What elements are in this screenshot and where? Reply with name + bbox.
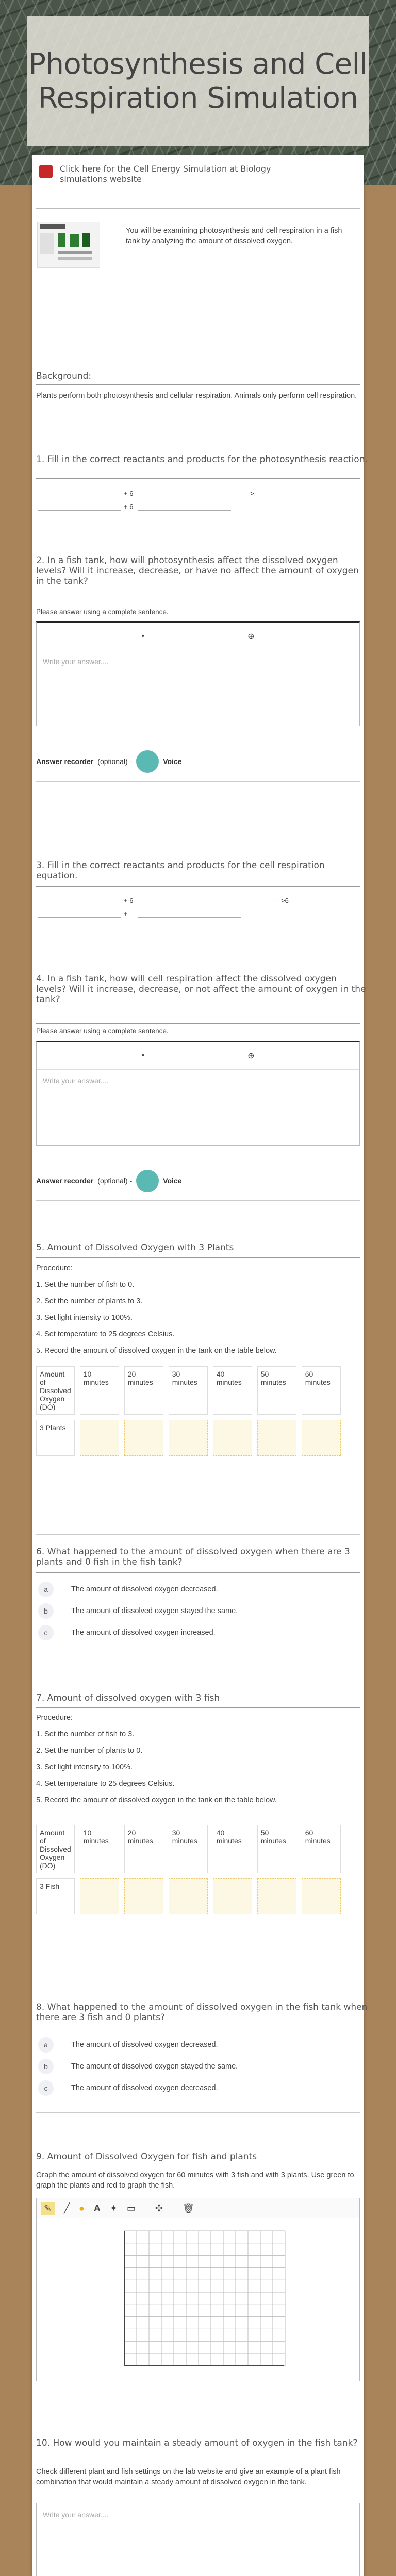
intro-description: You will be examining photosynthesis and cell respiration in a fish tank by analyzing the amount of dissolved oxygen.	[126, 227, 342, 245]
insert-tool-icon[interactable]: ⊕	[248, 632, 255, 641]
answer-cell[interactable]	[124, 1878, 163, 1914]
background-text: Plants perform both photosynthesis and cellular respiration. Animals only perform cell respiration.	[36, 392, 357, 400]
voice-record-button[interactable]	[136, 750, 159, 773]
q10-prompt: 10. How would you maintain a steady amount of oxygen in the fish tank?	[36, 2438, 358, 2448]
column-header: 60 minutes	[302, 1366, 341, 1415]
q7-procedure	[32, 1713, 372, 1805]
text-icon[interactable]: A	[93, 2202, 101, 2213]
q7-data-table	[31, 1820, 363, 1920]
q3-plus-1: + 6	[124, 896, 134, 904]
choice-letter: b	[38, 1603, 54, 1619]
column-header: 30 minutes	[169, 1825, 208, 1873]
choice-letter: c	[38, 2080, 54, 2096]
q2-prompt: 2. In a fish tank, how will photosynthesis affect the dissolved oxygen levels? Will it increase, decrease, or have no affect the amount of oxygen in the tank?	[36, 555, 359, 586]
table-row	[36, 1366, 341, 1415]
procedure-step: 2. Set the number of plants to 0.	[36, 1747, 143, 1755]
recorder-optional: (optional) -	[97, 1177, 133, 1185]
procedure-step: 3. Set light intensity to 100%.	[36, 1314, 133, 1322]
q7-heading: 7. Amount of dissolved oxygen with 3 fish	[36, 1693, 220, 1703]
q3-equation	[38, 895, 353, 926]
procedure-label: Procedure:	[36, 1714, 73, 1722]
column-header: 20 minutes	[124, 1825, 163, 1873]
choice-b[interactable]	[32, 1600, 364, 1622]
q10-instruction: Check different plant and fish settings on the lab website and give an example of a plant fish combination that would maintain a steady amount of dissolved oxygen in the tank.	[36, 2468, 341, 2486]
q2-recorder	[32, 750, 372, 773]
column-header: 40 minutes	[213, 1366, 252, 1415]
q1-plus-1: + 6	[124, 489, 134, 497]
insert-tool-icon[interactable]: ⊕	[248, 1052, 255, 1060]
bullet-tool-icon[interactable]: •	[141, 632, 145, 640]
divider	[36, 1534, 360, 1535]
bullet-tool-icon[interactable]: •	[141, 1051, 145, 1060]
answer-cell[interactable]	[213, 1878, 252, 1914]
procedure-step: 1. Set the number of fish to 0.	[36, 1281, 135, 1289]
row-label: 3 Fish	[36, 1878, 75, 1914]
q3-arrow: --->6	[274, 896, 289, 904]
q10-placeholder[interactable]: Write your answer....	[43, 2511, 109, 2519]
q2-toolbar	[37, 623, 359, 650]
simulation-link[interactable]: Click here for the Cell Energy Simulation at Biology simulations website	[60, 164, 271, 184]
heading-rule	[36, 1257, 360, 1258]
shape-icon[interactable]: ✦	[109, 2202, 118, 2213]
heading-rule	[36, 478, 360, 479]
answer-cell[interactable]	[80, 1878, 119, 1914]
voice-label: Voice	[163, 1177, 182, 1185]
q2-instruction: Please answer using a complete sentence.	[36, 608, 169, 616]
choice-text: The amount of dissolved oxygen stayed the same.	[71, 2062, 238, 2071]
choice-letter: a	[38, 2037, 54, 2053]
answer-cell[interactable]	[169, 1878, 208, 1914]
answer-cell[interactable]	[302, 1420, 341, 1456]
q9-heading: 9. Amount of Dissolved Oxygen for fish and plants	[36, 2151, 257, 2162]
heading-rule	[36, 1023, 360, 1024]
q4-recorder	[32, 1170, 372, 1192]
drawing-canvas[interactable]	[36, 2198, 360, 2381]
q3-prompt: 3. Fill in the correct reactants and products for the cell respiration equation.	[36, 860, 325, 881]
answer-cell[interactable]	[213, 1420, 252, 1456]
q4-toolbar	[37, 1042, 359, 1070]
pencil-icon[interactable]: ✎	[41, 2202, 55, 2215]
procedure-step: 1. Set the number of fish to 3.	[36, 1730, 135, 1738]
choice-text: The amount of dissolved oxygen increased.	[71, 1629, 216, 1637]
choice-letter: a	[38, 1582, 54, 1597]
image-icon[interactable]: ▭	[126, 2202, 136, 2213]
page-title: Photosynthesis and Cell Respiration Simulation	[28, 47, 368, 115]
answer-cell[interactable]	[257, 1878, 296, 1914]
choice-c[interactable]	[32, 2077, 364, 2099]
q5-procedure	[32, 1263, 372, 1356]
drawing-toolbar	[37, 2198, 359, 2218]
q2-answer-box[interactable]	[36, 621, 360, 726]
procedure-step: 3. Set light intensity to 100%.	[36, 1763, 133, 1771]
row-header: Amount of Dissolved Oxygen (DO)	[36, 1366, 75, 1415]
choice-c[interactable]	[32, 1622, 364, 1643]
q2-placeholder[interactable]: Write your answer....	[43, 657, 109, 666]
procedure-step: 5. Record the amount of dissolved oxygen in the tank on the table below.	[36, 1796, 277, 1804]
column-header: 50 minutes	[257, 1366, 296, 1415]
simulation-thumbnail-image	[38, 222, 100, 267]
procedure-step: 2. Set the number of plants to 3.	[36, 1297, 143, 1306]
q6-choices	[32, 1579, 364, 1643]
column-header: 50 minutes	[257, 1825, 296, 1873]
table-row	[36, 1825, 341, 1873]
procedure-label: Procedure:	[36, 1264, 73, 1273]
move-icon[interactable]: ✣	[155, 2202, 163, 2213]
answer-cell[interactable]	[80, 1420, 119, 1456]
trash-icon[interactable]: 🗑	[183, 2202, 194, 2213]
voice-label: Voice	[163, 757, 182, 766]
q10-answer-box[interactable]	[36, 2503, 360, 2576]
q1-blank-4[interactable]	[138, 510, 231, 511]
graph-grid	[124, 2231, 285, 2366]
choice-text: The amount of dissolved oxygen decreased.	[71, 1585, 218, 1594]
title-box	[27, 16, 369, 146]
q5-data-table	[31, 1361, 363, 1461]
choice-a[interactable]	[32, 1579, 364, 1600]
choice-letter: c	[38, 1625, 54, 1640]
divider	[36, 208, 360, 209]
divider	[36, 781, 360, 782]
recorder-optional: (optional) -	[97, 757, 133, 766]
choice-text: The amount of dissolved oxygen stayed the same.	[71, 1607, 238, 1615]
background-heading: Background:	[36, 371, 92, 381]
intro-link-block	[32, 164, 372, 184]
color-swatch-icon[interactable]: ●	[78, 2202, 85, 2213]
choice-a[interactable]	[32, 2034, 364, 2056]
q3-plus-2: +	[124, 910, 128, 918]
graph-template	[37, 2218, 359, 2379]
q1-plus-2: + 6	[124, 503, 134, 511]
q4-instruction: Please answer using a complete sentence.	[36, 1027, 169, 1035]
worksheet	[32, 155, 368, 2576]
q4-answer-box[interactable]	[36, 1041, 360, 1146]
choice-letter: b	[38, 2059, 54, 2074]
choice-text: The amount of dissolved oxygen decreased.	[71, 2041, 218, 2049]
q6-prompt: 6. What happened to the amount of dissolved oxygen when there are 3 plants and 0 fish in the fish tank?	[36, 1547, 350, 1567]
q4-prompt: 4. In a fish tank, how will cell respiration affect the dissolved oxygen levels? Will it increase, decrease, or not affect the amount of oxygen in the tank?	[36, 974, 366, 1005]
column-header: 20 minutes	[124, 1366, 163, 1415]
column-header: 10 minutes	[80, 1366, 119, 1415]
table-row	[36, 1878, 341, 1914]
q4-placeholder[interactable]: Write your answer....	[43, 1077, 109, 1085]
q9-instruction: Graph the amount of dissolved oxygen for 60 minutes with 3 fish and with 3 plants. Use green to graph the plants and red to graph the fish.	[36, 2171, 354, 2190]
line-icon[interactable]: ╱	[64, 2202, 70, 2213]
procedure-step: 4. Set temperature to 25 degrees Celsius.	[36, 1330, 175, 1338]
column-header: 30 minutes	[169, 1366, 208, 1415]
heading-rule	[36, 1707, 360, 1708]
divider	[36, 1200, 360, 1201]
row-label: 3 Plants	[36, 1420, 75, 1456]
answer-cell[interactable]	[302, 1878, 341, 1914]
voice-record-button[interactable]	[136, 1170, 159, 1192]
q1-equation	[38, 488, 353, 519]
recorder-label: Answer recorder	[36, 1177, 94, 1185]
q3-blank-3[interactable]	[38, 917, 121, 918]
choice-b[interactable]	[32, 2056, 364, 2077]
simulation-thumbnail	[37, 222, 100, 268]
table-row	[36, 1420, 341, 1456]
q8-choices	[32, 2034, 364, 2099]
q1-prompt: 1. Fill in the correct reactants and products for the photosynthesis reaction.	[36, 454, 368, 465]
heading-rule	[36, 1572, 360, 1573]
q3-blank-4[interactable]	[138, 917, 241, 918]
q8-prompt: 8. What happened to the amount of dissolved oxygen in the fish tank when there are 3 fish and 0 plants?	[36, 2002, 368, 2023]
q1-blank-3[interactable]	[38, 510, 121, 511]
recorder-label: Answer recorder	[36, 757, 94, 766]
answer-cell[interactable]	[257, 1420, 296, 1456]
q5-heading: 5. Amount of Dissolved Oxygen with 3 Plants	[36, 1243, 234, 1253]
answer-cell[interactable]	[124, 1420, 163, 1456]
column-header: 40 minutes	[213, 1825, 252, 1873]
choice-text: The amount of dissolved oxygen decreased.	[71, 2084, 218, 2092]
row-header: Amount of Dissolved Oxygen (DO)	[36, 1825, 75, 1873]
column-header: 60 minutes	[302, 1825, 341, 1873]
answer-cell[interactable]	[169, 1420, 208, 1456]
procedure-step: 5. Record the amount of dissolved oxygen in the tank on the table below.	[36, 1347, 277, 1355]
heading-rule	[36, 886, 360, 887]
heading-rule	[36, 384, 360, 385]
column-header: 10 minutes	[80, 1825, 119, 1873]
q1-arrow: --->	[243, 489, 254, 497]
divider	[36, 2112, 360, 2113]
procedure-step: 4. Set temperature to 25 degrees Celsius.	[36, 1780, 175, 1788]
record-icon	[39, 165, 53, 178]
